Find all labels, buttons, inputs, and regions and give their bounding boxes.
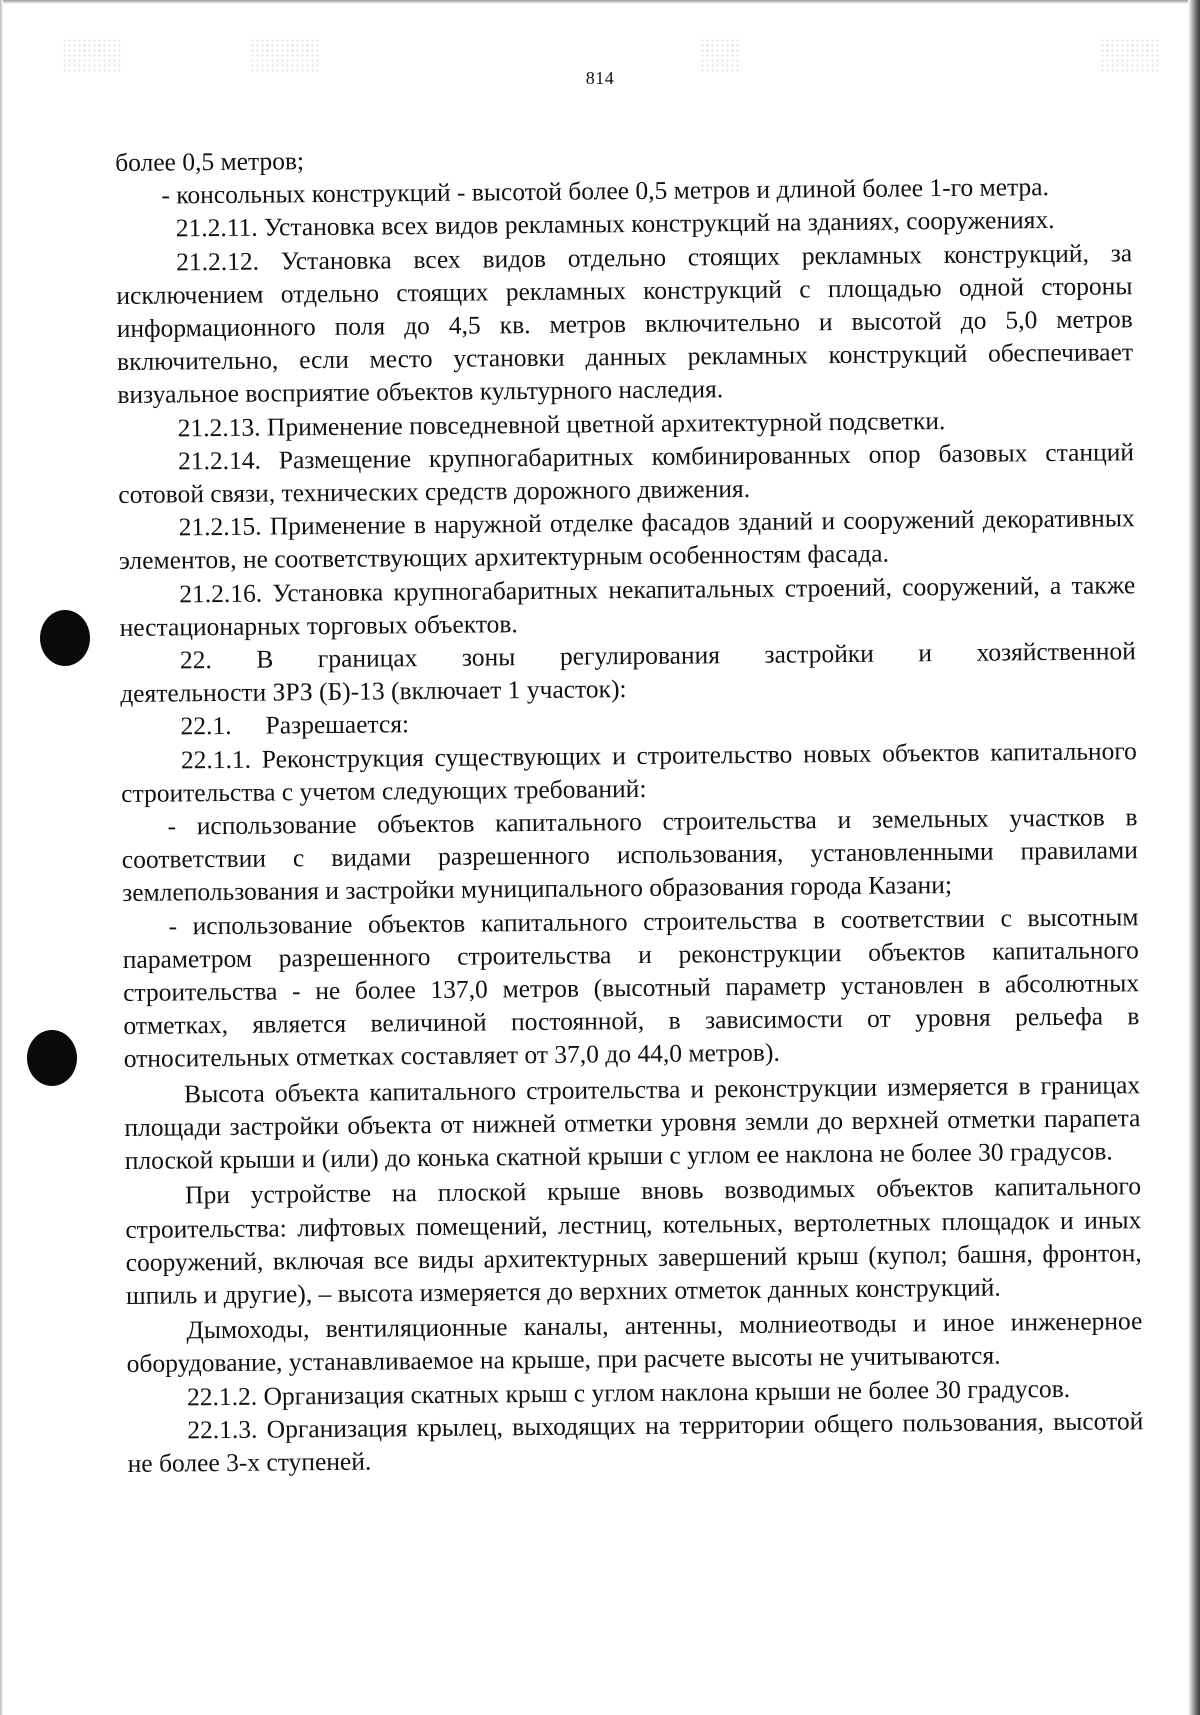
section-22-continuation: деятельности ЗРЗ (Б)-13 (включает 1 участок): (120, 674, 627, 709)
scan-noise (62, 38, 122, 72)
page-number: 814 (585, 68, 615, 88)
section-22-word: зоны (461, 642, 516, 672)
section-22-word: хозяйственной (976, 636, 1136, 667)
section-22-word: и (918, 638, 933, 668)
paragraph-roof-structures: При устройстве на плоской крыше вновь возводимых объектов капитального строительства: лифтовых помещений, лестниц, котельных, вертолетных площадок и иных сооружений, включая все виды архитектурных завершений крыш (купол; башня, фронтон, шпиль и другие), – высота измеряется до верхних отметок данных конструкций. (125, 1171, 1142, 1310)
section-22-word: 22. (179, 645, 212, 675)
scan-noise (700, 38, 740, 72)
paragraph-continuation: более 0,5 метров; (115, 146, 305, 177)
section-22-word: границах (317, 643, 418, 674)
paragraph-21-2-14: 21.2.14. Размещение крупногабаритных комбинированных опор базовых станций сотовой связи, технических средств дорожного движения. (118, 437, 1135, 510)
section-22-1-number: 22.1. (180, 711, 232, 741)
paragraph-21-2-11: 21.2.11. Установка всех видов рекламных конструкций на зданиях, сооружениях. (175, 205, 1055, 243)
scan-edge-left (0, 0, 3, 1715)
section-22-1-label: Разрешается: (265, 709, 410, 741)
section-22-word: регулирования (559, 640, 721, 671)
punch-hole (27, 1030, 77, 1086)
paragraph-chimneys: Дымоходы, вентиляционные каналы, антенны, молниеотводы и иное инженерное оборудование, устанавливаемое на крыше, при расчете высоты не учитываются. (126, 1306, 1143, 1379)
section-22-word: В (256, 644, 274, 674)
paragraph-height-measurement: Высота объекта капитального строительства и реконструкции измеряется в границах площади застройки объекта от нижней отметки уровня земли до верхней отметки парапета плоской крыши и (или) до конька скатной крыши с углом ее наклона не более 30 градусов. (124, 1069, 1141, 1176)
paragraph-22-1-2: 22.1.2. Организация скатных крыш с углом наклона крыши не более 30 градусов. (186, 1373, 1071, 1411)
scan-edge-top (0, 0, 1200, 4)
paragraph-21-2-15: 21.2.15. Применение в наружной отделке фасадов зданий и сооружений декоративных элементов, не соответствующих архитектурным особенностям фасада. (118, 503, 1135, 576)
punch-hole (40, 610, 90, 666)
scan-edge-right (1188, 0, 1200, 1715)
document-body (115, 136, 1144, 1480)
scan-noise (250, 38, 320, 72)
paragraph-land-use: - использование объектов капитального строительства и земельных участков в соответствии с видами разрешенного использования, установленными правилами землепользования и застройки муниципального образования города Казани; (121, 802, 1138, 908)
paragraph-height-parameter: - использование объектов капитального строительства в соответствии с высотным параметром разрешенного строительства и реконструкции объектов капитального строительства - не более 137,0 метров (высотный параметр установлен в абсолютных отметках, является величиной постоянной, в зависимости от уровня рельефа в относительных отметках составляет от 37,0 до 44,0 метров). (122, 901, 1140, 1074)
paragraph-21-2-13: 21.2.13. Применение повседневной цветной архитектурной подсветки. (177, 405, 946, 443)
paragraph-21-2-12: 21.2.12. Установка всех видов отдельно стоящих рекламных конструкций, за исключением отдельно стоящих рекламных конструкций с площадью одной стороны информационного поля до 4,5 кв. метров включительно и высотой до 5,0 метров включительно, если место установки данных рекламных конструкций обеспечивает визуальное восприятие объектов культурного наследия. (116, 237, 1134, 410)
scan-noise (1100, 38, 1160, 72)
paragraph-console-structures: - консольных конструкций - высотой более 0,5 метров и длиной более 1-го метра. (161, 172, 1050, 210)
paragraph-22-1-3: 22.1.3. Организация крылец, выходящих на территории общего пользования, высотой не более 3-х ступеней. (127, 1405, 1144, 1478)
paragraph-21-2-16: 21.2.16. Установка крупногабаритных некапитальных строений, сооружений, а также нестационарных торговых объектов. (119, 569, 1136, 642)
section-22-word: застройки (764, 638, 874, 669)
paragraph-22-1-1: 22.1.1. Реконструкция существующих и строительство новых объектов капитального строительства с учетом следующих требований: (121, 735, 1137, 808)
